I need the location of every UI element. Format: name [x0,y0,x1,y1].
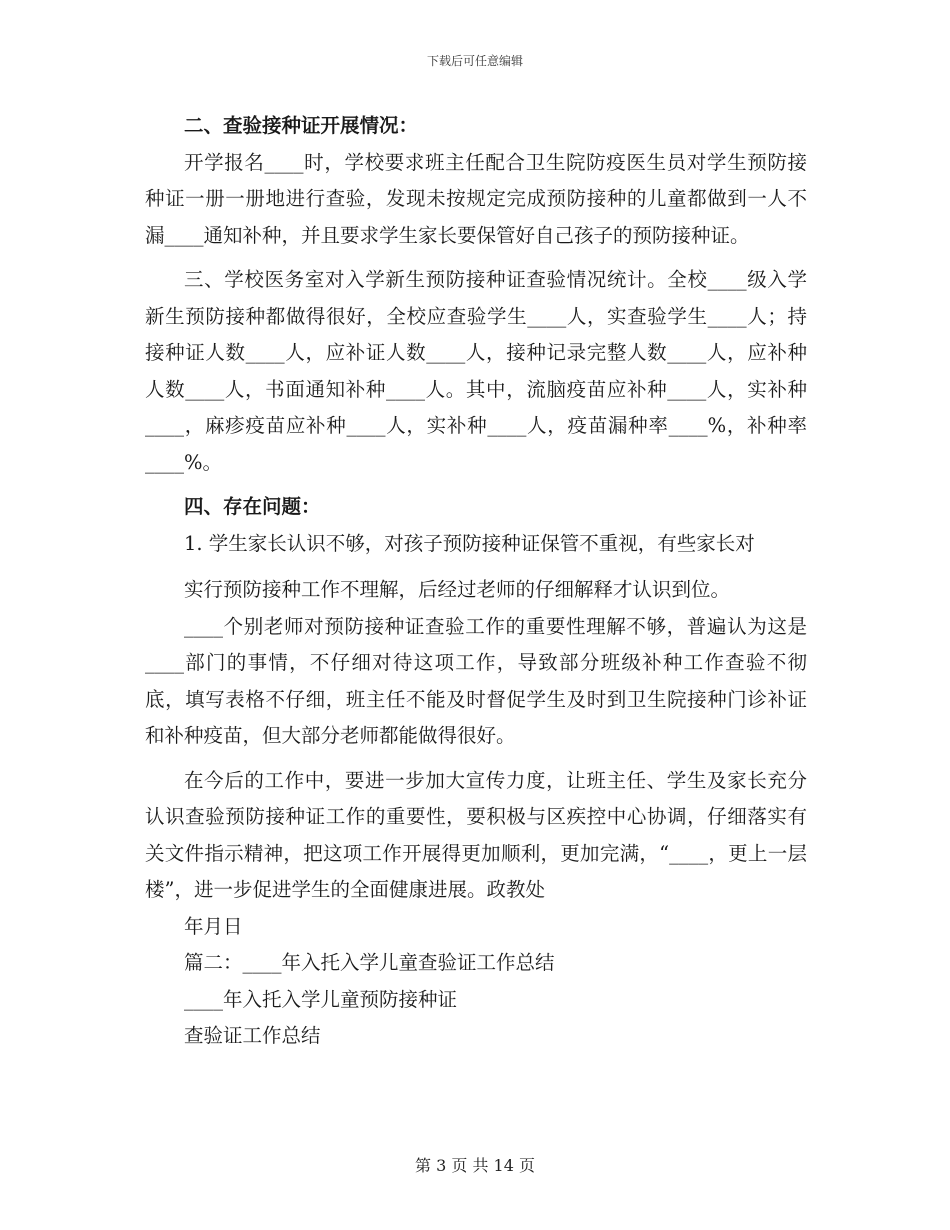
page-footer: 第 3 页 共 14 页 [415,1156,535,1175]
section-3-paragraph: 三、学校医务室对入学新生预防接种证查验情况统计。全校____级入学新生预防接种都做得很好，全校应查验学生____人，实查验学生____人；持接种证人数____人，应补证人数____人，接种记录完整人数____人，应补种人数____人，书面通知补种____人。其中，流脑疫苗应补种____人，实补种____，麻疹疫苗应补种____人，实补种____人，疫苗漏种率____%，补种率____%。 [145,268,807,474]
part-2-subtitle-2: 查验证工作总结 [184,1024,321,1047]
issue-1-continued: 实行预防接种工作不理解，后经过老师的仔细解释才认识到位。 [184,578,731,601]
header-note: 下载后可任意编辑 [426,54,523,68]
section-2-paragraph: 开学报名____时，学校要求班主任配合卫生院防疫医生员对学生预防接种证一册一册地进行查验，发现未按规定完成预防接种的儿童都做到一人不漏____通知补种，并且要求学生家长要保管好自己孩子的预防接种证。 [145,150,807,247]
section-2-heading: 二、查验接种证开展情况： [184,114,419,137]
issue-1: 1. 学生家长认识不够，对孩子预防接种证保管不重视，有些家长对 [184,531,755,555]
conclusion-paragraph: 在今后的工作中，要进一步加大宣传力度，让班主任、学生及家长充分认识查验预防接种证工作的重要性，要积极与区疾控中心协调，仔细落实有关文件指示精神，把这项工作开展得更加顺利，更加完满，“____，更上一层楼”，进一步促进学生的全面健康进展。政教处 [145,768,807,901]
part-2-title: 篇二：____年入托入学儿童查验证工作总结 [184,951,555,974]
part-2-subtitle-1: ____年入托入学儿童预防接种证 [184,987,458,1011]
document-body [145,108,807,1055]
date-line: 年月日 [184,914,243,938]
issue-2: ____个别老师对预防接种证查验工作的重要性理解不够，普遍认为这是____部门的事情，不仔细对待这项工作，导致部分班级补种工作查验不彻底，填写表格不仔细，班主任不能及时督促学生及时到卫生院接种门诊补证和补种疫苗，但大部分老师都能做得很好。 [145,614,807,747]
section-4-heading: 四、存在问题： [184,495,321,518]
